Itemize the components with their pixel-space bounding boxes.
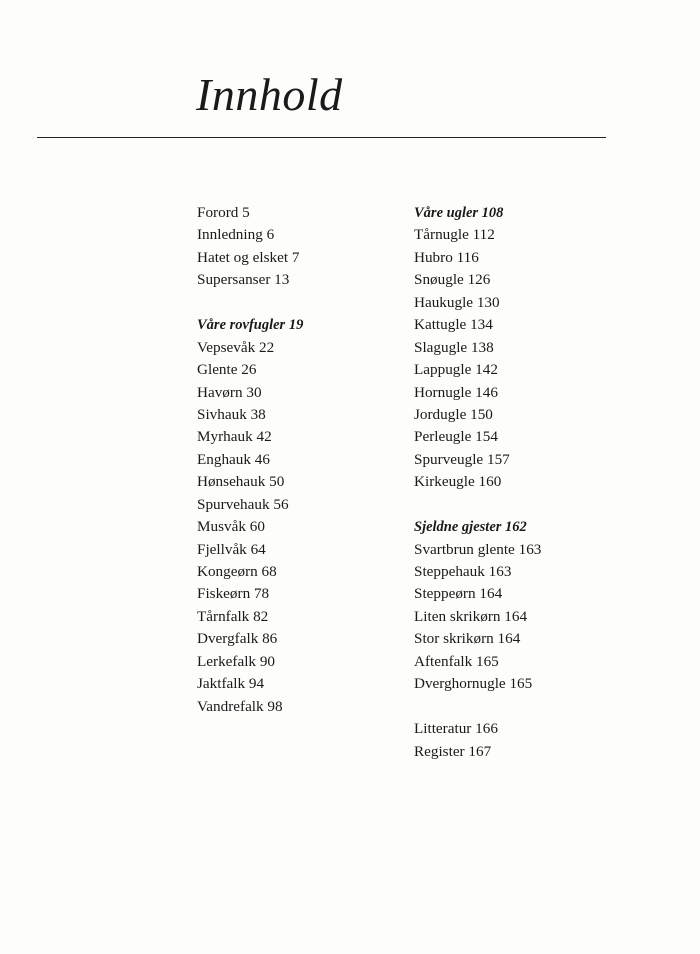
toc-entry: Slagugle 138 bbox=[414, 338, 494, 356]
toc-entry: Kongeørn 68 bbox=[197, 563, 277, 580]
toc-entry: Lappugle 142 bbox=[414, 361, 498, 379]
toc-entry: Fjellvåk 64 bbox=[197, 540, 266, 558]
toc-entry: Jaktfalk 94 bbox=[197, 675, 265, 693]
toc-entry: Jordugle 150 bbox=[414, 405, 493, 423]
toc-entry: Forord 5 bbox=[197, 204, 250, 221]
toc-entry: Register 167 bbox=[414, 742, 492, 760]
page-title: Innhold bbox=[196, 69, 343, 120]
toc-entry: Innledning 6 bbox=[197, 226, 275, 244]
toc-entry: Hubro 116 bbox=[414, 248, 479, 266]
toc-entry: Sivhauk 38 bbox=[197, 405, 266, 423]
toc-entry: Spurvehauk 56 bbox=[197, 495, 289, 513]
toc-entry: Litteratur 166 bbox=[414, 720, 498, 738]
toc-entry: Spurveugle 157 bbox=[414, 450, 510, 468]
toc-entry: Kattugle 134 bbox=[414, 316, 493, 334]
toc-entry: Snøugle 126 bbox=[414, 271, 491, 289]
toc-entry: Myrhauk 42 bbox=[197, 428, 272, 446]
title-divider bbox=[37, 137, 606, 138]
toc-entry: Supersanser 13 bbox=[197, 271, 290, 289]
toc-section-heading: Våre ugler 108 bbox=[414, 205, 504, 221]
toc-entry: Glente 26 bbox=[197, 361, 257, 379]
toc-entry: Vepsevåk 22 bbox=[197, 338, 275, 356]
toc-entry: Liten skrikørn 164 bbox=[414, 607, 528, 625]
section-spacer bbox=[414, 494, 634, 516]
toc-entry: Havørn 30 bbox=[197, 383, 262, 401]
toc-entry: Perleugle 154 bbox=[414, 428, 498, 446]
toc-entry: Hønsehauk 50 bbox=[197, 473, 285, 491]
toc-entry: Dverghornugle 165 bbox=[414, 675, 533, 693]
toc-entry: Vandrefalk 98 bbox=[197, 697, 283, 715]
toc-entry: Stor skrikørn 164 bbox=[414, 630, 521, 648]
toc-entry: Aftenfalk 165 bbox=[414, 652, 499, 670]
toc-entry: Steppeørn 164 bbox=[414, 585, 503, 603]
section-spacer bbox=[414, 696, 634, 718]
toc-left-column bbox=[197, 202, 417, 718]
toc-right-column bbox=[414, 202, 634, 763]
toc-entry: Enghauk 46 bbox=[197, 450, 270, 468]
toc-entry: Hornugle 146 bbox=[414, 383, 498, 401]
toc-entry: Musvåk 60 bbox=[197, 518, 265, 536]
toc-entry: Steppehauk 163 bbox=[414, 563, 512, 580]
toc-entry: Lerkefalk 90 bbox=[197, 652, 276, 670]
toc-entry: Hatet og elsket 7 bbox=[197, 248, 300, 266]
toc-section-heading: Sjeldne gjester 162 bbox=[414, 519, 527, 536]
toc-entry: Fiskeørn 78 bbox=[197, 585, 270, 603]
toc-entry: Haukugle 130 bbox=[414, 293, 500, 311]
toc-entry: Svartbrun glente 163 bbox=[414, 540, 542, 558]
toc-entry: Dvergfalk 86 bbox=[197, 630, 278, 648]
toc-section-heading: Våre rovfugler 19 bbox=[197, 317, 304, 334]
toc-entry: Tårnugle 112 bbox=[414, 226, 495, 244]
toc-entry: Tårnfalk 82 bbox=[197, 607, 269, 625]
section-spacer bbox=[197, 292, 417, 314]
toc-entry: Kirkeugle 160 bbox=[414, 473, 502, 491]
